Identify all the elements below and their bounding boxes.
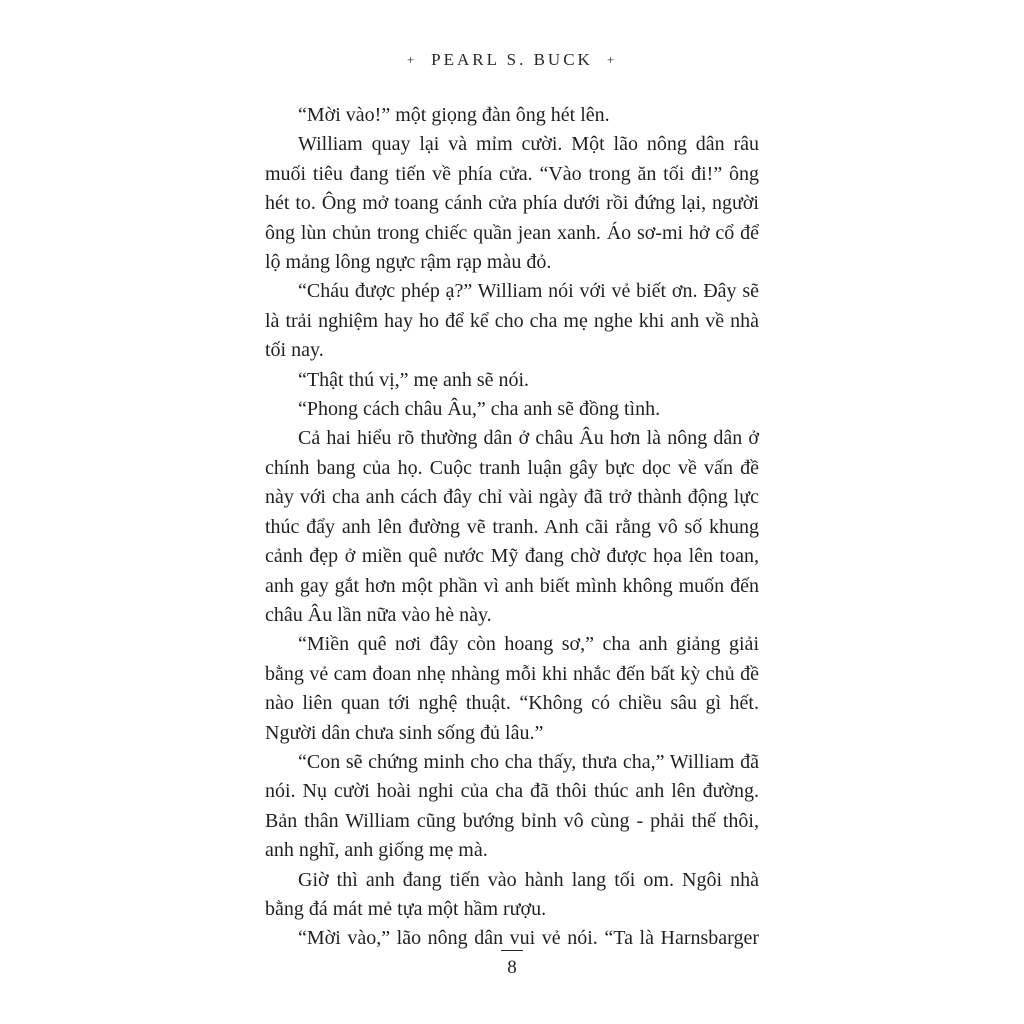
body-text: [265, 101, 759, 954]
paragraph: “Con sẽ chứng minh cho cha thấy, thưa cha,” William đã nói. Nụ cười hoài nghi của cha đã thôi thúc anh lên đường. Bản thân William cũng bướng bỉnh vô cùng - phải thế thôi, anh nghĩ, anh giống mẹ mà.: [265, 750, 759, 862]
paragraph: Giờ thì anh đang tiến vào hành lang tối om. Ngôi nhà bằng đá mát mẻ tựa một hầm rượu.: [265, 868, 759, 920]
running-header: [0, 50, 1024, 70]
folio-rule: [501, 950, 523, 951]
paragraph: “Mời vào,” lão nông dân vui vẻ nói. “Ta là Harnsbarger: [298, 927, 759, 950]
page-number: 8: [507, 957, 517, 978]
paragraph: “Thật thú vị,” mẹ anh sẽ nói.: [298, 368, 530, 391]
paragraph: “Cháu được phép ạ?” William nói với vẻ biết ơn. Đây sẽ là trải nghiệm hay ho để kể cho cha mẹ nghe khi anh về nhà tối nay.: [265, 280, 759, 362]
paragraph: Cả hai hiểu rõ thường dân ở châu Âu hơn là nông dân ở chính bang của họ. Cuộc tranh luận gây bực dọc về vấn đề này với cha anh cách đây chỉ vài ngày đã trở thành động lực thúc đẩy anh lên đường vẽ tranh. Anh cãi rằng vô số khung cảnh đẹp ở miền quê nước Mỹ đang chờ được họa lên toan, anh gay gắt hơn một phần vì anh biết mình không muốn đến châu Âu lần nữa vào hè này.: [265, 427, 759, 626]
header-ornament-right: +: [606, 52, 618, 67]
header-ornament-left: +: [406, 52, 418, 67]
paragraph: “Mời vào!” một giọng đàn ông hét lên.: [298, 104, 610, 126]
author-name: PEARL S. BUCK: [431, 50, 593, 69]
paragraph: William quay lại và mỉm cười. Một lão nông dân râu muối tiêu đang tiến về phía cửa. “Vào trong ăn tối đi!” ông hét to. Ông mở toang cánh cửa phía dưới rồi đứng lại, người ông lùn chủn trong chiếc quần jean xanh. Áo sơ-mi hở cổ để lộ mảng lông ngực rậm rạp màu đỏ.: [265, 133, 759, 274]
paragraph: “Phong cách châu Âu,” cha anh sẽ đồng tình.: [298, 398, 661, 421]
paragraph: “Miền quê nơi đây còn hoang sơ,” cha anh giảng giải bằng vẻ cam đoan nhẹ nhàng mỗi khi nhắc đến bất kỳ chủ đề nào liên quan tới nghệ thuật. “Không có chiều sâu gì hết. Người dân chưa sinh sống đủ lâu.”: [265, 633, 759, 744]
